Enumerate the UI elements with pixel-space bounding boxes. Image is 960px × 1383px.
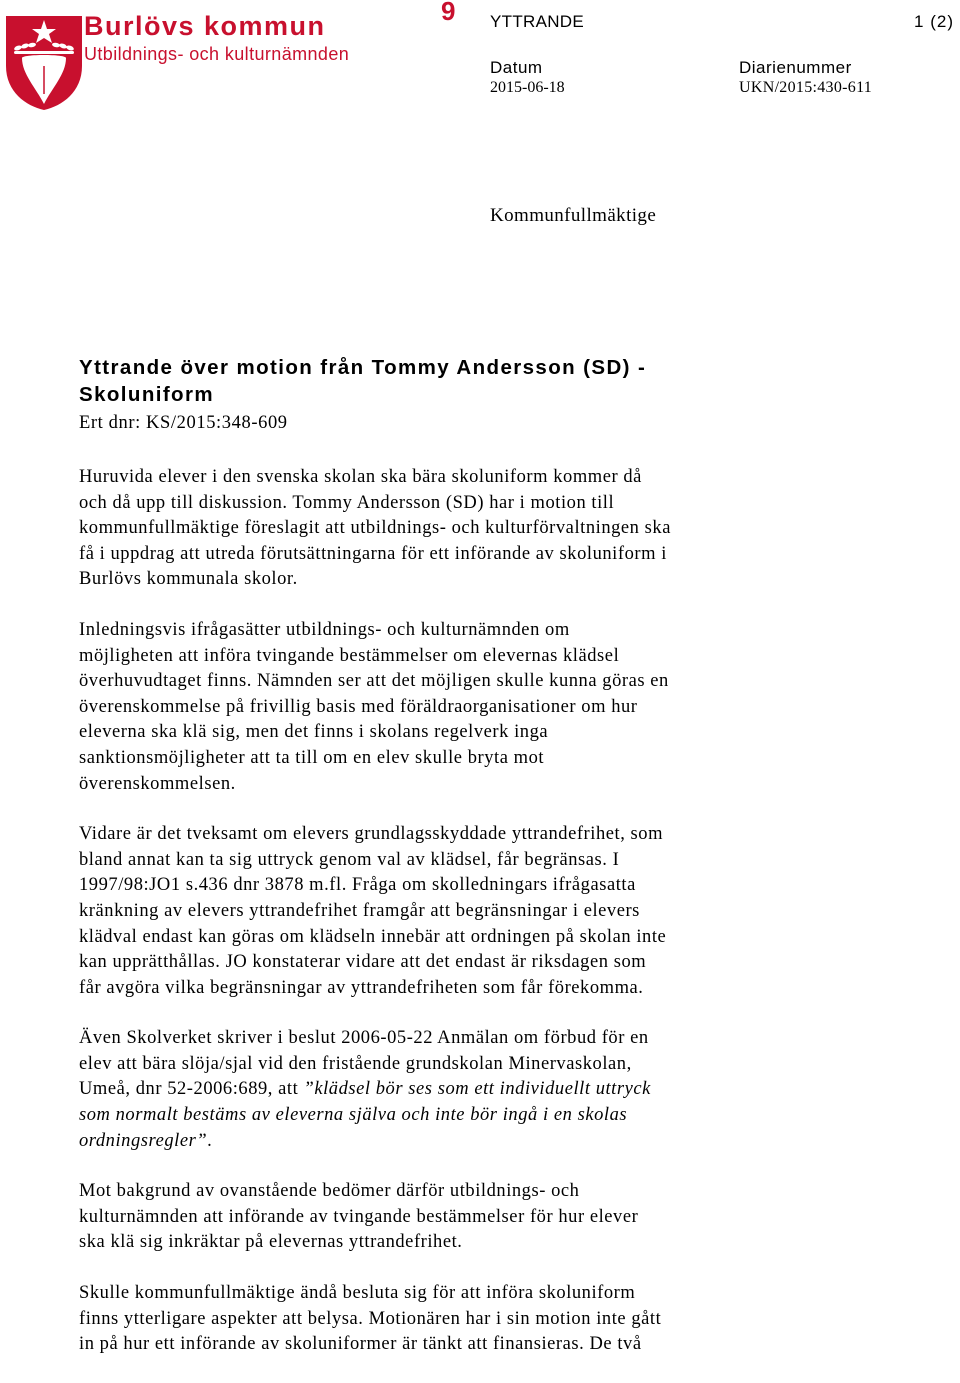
org-name: Burlövs kommun	[84, 11, 326, 41]
text-line: in på hur ett införande av skoluniformer är tänkt att finansieras. De två	[79, 1334, 642, 1355]
text-line	[79, 1103, 849, 1129]
text-line: Huruvida elever i den svenska skolan ska bära skoluniform kommer då	[79, 467, 642, 487]
text-line: och då upp till diskussion. Tommy Andersson (SD) har i motion till	[79, 492, 615, 513]
text-line: får avgöra vilka begränsningar av yttrandefriheten som får förekomma.	[79, 977, 644, 998]
paragraph	[79, 822, 849, 1001]
text-line: Burlövs kommunala skolor.	[79, 569, 298, 590]
registration-number-label: Diarienummer	[739, 58, 852, 77]
quote-text: ”klädsel bör ses som ett individuellt uttryck	[303, 1079, 651, 1100]
paragraph	[79, 1281, 849, 1358]
burlov-coat-of-arms-icon	[4, 14, 84, 112]
text-line: 1997/98:JO1 s.436 dnr 3878 m.fl. Fråga om skolledningars ifrågasatta	[79, 875, 636, 896]
page-number: 1 (2)	[914, 12, 954, 31]
text-line: klädval endast kan göras om klädseln innebär att ordningen på skolan inte	[79, 926, 667, 947]
text-line: få i uppdrag att utreda förutsättningarna för ett införande av skoluniform i	[79, 543, 667, 564]
document-type: YTTRANDE	[490, 12, 585, 31]
text-segment: .	[207, 1130, 213, 1151]
reference-number: Ert dnr: KS/2015:348-609	[79, 413, 288, 433]
department-name: Utbildnings- och kulturnämnden	[84, 44, 350, 64]
document-title	[79, 354, 779, 408]
text-line: kränkning av elevers yttrandefrihet framgår att begränsningar i elevers	[79, 900, 640, 921]
paragraph	[79, 465, 849, 593]
paragraph-skolverket-quote	[79, 1026, 849, 1154]
quote-text: ordningsregler”	[79, 1130, 208, 1151]
title-line: Skoluniform	[79, 383, 214, 406]
text-line: Inledningsvis ifrågasätter utbildnings- och kulturnämnden om	[79, 619, 570, 640]
text-line	[79, 1129, 849, 1155]
text-line: bland annat kan ta sig uttryck genom val av klädsel, får begränsas. I	[79, 849, 620, 870]
recipient: Kommunfullmäktige	[490, 205, 657, 226]
registration-number-value: UKN/2015:430-611	[739, 79, 873, 96]
date-label: Datum	[490, 58, 543, 77]
paragraph	[79, 618, 849, 797]
text-line: kan upprätthållas. JO konstaterar vidare att det endast är riksdagen som	[79, 952, 647, 973]
paragraph	[79, 1179, 849, 1256]
text-line: Även Skolverket skriver i beslut 2006-05-22 Anmälan om förbud för en	[79, 1028, 649, 1049]
page-mark: 9	[441, 0, 456, 26]
text-line: överenskommelse på frivillig basis med föräldraorganisationer om hur	[79, 696, 638, 717]
text-line: elev att bära slöja/sjal vid den fristående grundskolan Minervaskolan,	[79, 1053, 632, 1074]
text-line: kulturnämnden att införande av tvingande bestämmelser för hur elever	[79, 1206, 639, 1227]
text-line: överhuvudtaget finns. Nämnden ser att det möjligen skulle kunna göras en	[79, 671, 669, 692]
text-line	[79, 1077, 849, 1103]
text-line: kommunfullmäktige föreslagit att utbildnings- och kulturförvaltningen ska	[79, 518, 671, 539]
date-value: 2015-06-18	[490, 79, 565, 96]
text-line: sanktionsmöjligheter att ta till om en elev skulle bryta mot	[79, 747, 545, 768]
text-line: finns ytterligare aspekter att belysa. Motionären har i sin motion inte gått	[79, 1308, 662, 1329]
text-line: möjligheten att införa tvingande bestämmelser om elevernas klädsel	[79, 645, 620, 666]
text-line: överenskommelsen.	[79, 773, 236, 794]
text-line: Vidare är det tveksamt om elevers grundlagsskyddade yttrandefrihet, som	[79, 824, 664, 845]
title-line: Yttrande över motion från Tommy Andersson (SD) -	[79, 356, 647, 379]
text-segment: Umeå, dnr 52-2006:689, att	[79, 1079, 304, 1100]
quote-text: som normalt bestäms av eleverna själva och inte bör ingå i en skolas	[79, 1105, 628, 1126]
text-line: ska klä sig inkräktar på elevernas yttrandefrihet.	[79, 1232, 463, 1253]
text-line: Skulle kommunfullmäktige ändå besluta sig för att införa skoluniform	[79, 1283, 636, 1304]
document-body	[79, 465, 849, 1383]
text-line: Mot bakgrund av ovanstående bedömer därför utbildnings- och	[79, 1181, 580, 1202]
text-line: eleverna ska klä sig, men det finns i skolans regelverk inga	[79, 722, 549, 743]
